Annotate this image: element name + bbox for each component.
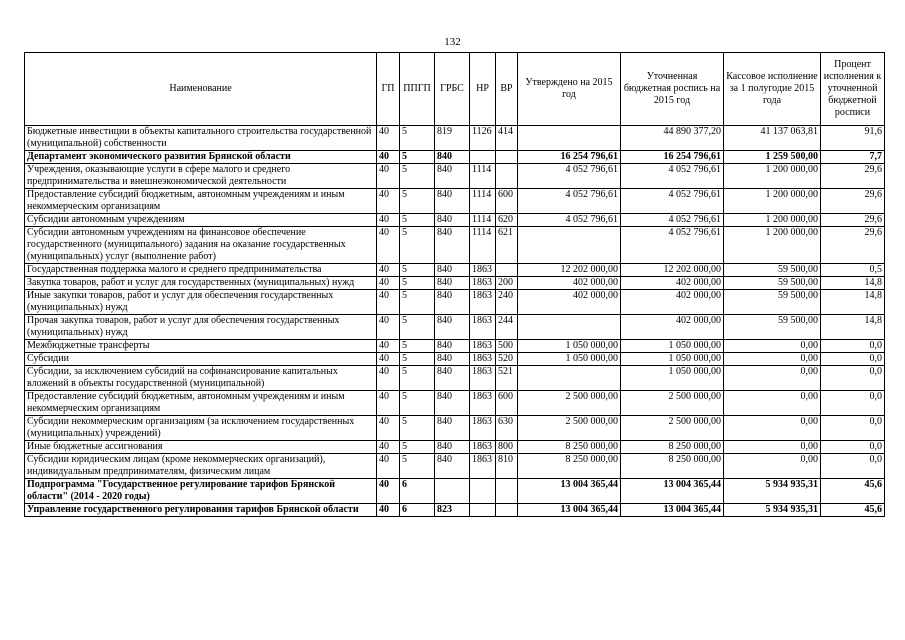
table-row <box>25 441 885 454</box>
row-nr: 1863 <box>470 441 496 454</box>
row-gp: 40 <box>377 391 400 416</box>
row-vr: 620 <box>496 214 518 227</box>
row-revised: 12 202 000,00 <box>621 264 724 277</box>
row-grbs: 840 <box>435 214 470 227</box>
row-gp: 40 <box>377 227 400 264</box>
table-row <box>25 151 885 164</box>
row-vr <box>496 264 518 277</box>
row-gp: 40 <box>377 441 400 454</box>
row-cash: 5 934 935,31 <box>724 479 821 504</box>
row-nr <box>470 504 496 517</box>
row-vr <box>496 504 518 517</box>
row-revised: 8 250 000,00 <box>621 441 724 454</box>
header-gp: ГП <box>377 53 400 126</box>
row-gp: 40 <box>377 315 400 340</box>
row-cash: 59 500,00 <box>724 315 821 340</box>
row-approved: 13 004 365,44 <box>518 479 621 504</box>
row-gp: 40 <box>377 264 400 277</box>
row-percent: 29,6 <box>821 214 885 227</box>
row-vr: 600 <box>496 391 518 416</box>
row-gp: 40 <box>377 340 400 353</box>
row-cash: 1 200 000,00 <box>724 227 821 264</box>
row-name: Бюджетные инвестиции в объекты капитального строительства государственной (муниципальной) собственности <box>25 126 377 151</box>
row-revised: 2 500 000,00 <box>621 416 724 441</box>
row-revised: 2 500 000,00 <box>621 391 724 416</box>
row-nr: 1863 <box>470 454 496 479</box>
header-approved: Утверждено на 2015 год <box>518 53 621 126</box>
row-grbs: 840 <box>435 454 470 479</box>
table-row <box>25 391 885 416</box>
row-revised: 402 000,00 <box>621 290 724 315</box>
row-nr: 1114 <box>470 189 496 214</box>
row-nr <box>470 479 496 504</box>
row-pgp: 5 <box>400 340 435 353</box>
row-grbs: 819 <box>435 126 470 151</box>
row-grbs: 840 <box>435 391 470 416</box>
header-pgp: ППГП <box>400 53 435 126</box>
row-revised: 402 000,00 <box>621 315 724 340</box>
row-nr: 1863 <box>470 277 496 290</box>
table-row <box>25 315 885 340</box>
row-nr: 1863 <box>470 416 496 441</box>
row-grbs: 840 <box>435 277 470 290</box>
header-nr: НР <box>470 53 496 126</box>
row-cash: 0,00 <box>724 391 821 416</box>
header-name: Наименование <box>25 53 377 126</box>
row-revised: 44 890 377,20 <box>621 126 724 151</box>
row-percent: 29,6 <box>821 189 885 214</box>
row-percent: 29,6 <box>821 227 885 264</box>
row-cash: 1 200 000,00 <box>724 164 821 189</box>
row-grbs <box>435 479 470 504</box>
row-vr <box>496 151 518 164</box>
row-nr: 1863 <box>470 366 496 391</box>
row-grbs: 840 <box>435 441 470 454</box>
row-pgp: 6 <box>400 479 435 504</box>
row-vr <box>496 479 518 504</box>
row-pgp: 5 <box>400 416 435 441</box>
row-gp: 40 <box>377 479 400 504</box>
table-row <box>25 277 885 290</box>
row-gp: 40 <box>377 504 400 517</box>
row-name: Иные закупки товаров, работ и услуг для обеспечения государственных (муниципальных) нужд <box>25 290 377 315</box>
row-revised: 1 050 000,00 <box>621 340 724 353</box>
row-percent: 45,6 <box>821 504 885 517</box>
row-name: Закупка товаров, работ и услуг для государственных (муниципальных) нужд <box>25 277 377 290</box>
row-cash: 0,00 <box>724 340 821 353</box>
table-row <box>25 366 885 391</box>
row-vr: 521 <box>496 366 518 391</box>
table-row <box>25 264 885 277</box>
row-vr: 414 <box>496 126 518 151</box>
row-revised: 1 050 000,00 <box>621 353 724 366</box>
row-gp: 40 <box>377 164 400 189</box>
row-nr: 1863 <box>470 391 496 416</box>
table-row <box>25 504 885 517</box>
row-vr <box>496 164 518 189</box>
row-pgp: 5 <box>400 164 435 189</box>
row-grbs: 840 <box>435 290 470 315</box>
row-name: Субсидии некоммерческим организациям (за исключением государственных (муниципальных) учреждений) <box>25 416 377 441</box>
row-pgp: 5 <box>400 366 435 391</box>
row-approved: 8 250 000,00 <box>518 441 621 454</box>
row-pgp: 5 <box>400 277 435 290</box>
row-cash: 0,00 <box>724 454 821 479</box>
row-pgp: 5 <box>400 151 435 164</box>
row-grbs: 840 <box>435 353 470 366</box>
table-row <box>25 290 885 315</box>
row-gp: 40 <box>377 454 400 479</box>
row-revised: 4 052 796,61 <box>621 164 724 189</box>
row-grbs: 840 <box>435 227 470 264</box>
row-nr <box>470 151 496 164</box>
row-name: Субсидии юридическим лицам (кроме некоммерческих организаций), индивидуальным предпринимателям, физическим лицам <box>25 454 377 479</box>
row-name: Прочая закупка товаров, работ и услуг для обеспечения государственных (муниципальных) нужд <box>25 315 377 340</box>
row-pgp: 5 <box>400 189 435 214</box>
header-grbs: ГРБС <box>435 53 470 126</box>
row-percent: 0,0 <box>821 366 885 391</box>
row-name: Субсидии, за исключением субсидий на софинансирование капитальных вложений в объекты государственной (муниципальной) <box>25 366 377 391</box>
row-grbs: 840 <box>435 340 470 353</box>
row-approved: 13 004 365,44 <box>518 504 621 517</box>
row-grbs: 840 <box>435 315 470 340</box>
row-vr: 240 <box>496 290 518 315</box>
row-gp: 40 <box>377 353 400 366</box>
row-name: Межбюджетные трансферты <box>25 340 377 353</box>
row-approved: 2 500 000,00 <box>518 416 621 441</box>
row-gp: 40 <box>377 290 400 315</box>
row-vr: 810 <box>496 454 518 479</box>
row-approved: 2 500 000,00 <box>518 391 621 416</box>
budget-table <box>24 52 885 517</box>
table-row <box>25 189 885 214</box>
row-percent: 0,0 <box>821 353 885 366</box>
row-pgp: 5 <box>400 214 435 227</box>
table-row <box>25 214 885 227</box>
row-grbs: 823 <box>435 504 470 517</box>
row-revised: 13 004 365,44 <box>621 479 724 504</box>
row-name: Субсидии автономным учреждениям на финансовое обеспечение государственного (муниципального) задания на оказание государственных (муниципальных) услуг (выполнение работ) <box>25 227 377 264</box>
row-nr: 1114 <box>470 227 496 264</box>
row-cash: 59 500,00 <box>724 264 821 277</box>
row-vr: 244 <box>496 315 518 340</box>
row-grbs: 840 <box>435 189 470 214</box>
row-nr: 1863 <box>470 340 496 353</box>
row-gp: 40 <box>377 277 400 290</box>
table-row <box>25 340 885 353</box>
row-percent: 0,0 <box>821 340 885 353</box>
row-percent: 91,6 <box>821 126 885 151</box>
row-pgp: 5 <box>400 353 435 366</box>
header-percent: Процент исполнения к уточненной бюджетной росписи <box>821 53 885 126</box>
row-percent: 14,8 <box>821 315 885 340</box>
table-row <box>25 479 885 504</box>
row-approved <box>518 315 621 340</box>
row-approved: 4 052 796,61 <box>518 214 621 227</box>
row-nr: 1114 <box>470 164 496 189</box>
row-nr: 1863 <box>470 290 496 315</box>
row-approved: 16 254 796,61 <box>518 151 621 164</box>
table-row <box>25 126 885 151</box>
row-pgp: 5 <box>400 227 435 264</box>
row-name: Субсидии автономным учреждениям <box>25 214 377 227</box>
table-row <box>25 227 885 264</box>
row-cash: 41 137 063,81 <box>724 126 821 151</box>
row-cash: 0,00 <box>724 366 821 391</box>
row-name: Субсидии <box>25 353 377 366</box>
row-nr: 1126 <box>470 126 496 151</box>
page-number: 132 <box>444 36 461 48</box>
row-cash: 59 500,00 <box>724 290 821 315</box>
table-row <box>25 164 885 189</box>
row-nr: 1863 <box>470 315 496 340</box>
row-cash: 1 259 500,00 <box>724 151 821 164</box>
row-name: Государственная поддержка малого и среднего предпринимательства <box>25 264 377 277</box>
row-gp: 40 <box>377 366 400 391</box>
header-vr: ВР <box>496 53 518 126</box>
row-revised: 13 004 365,44 <box>621 504 724 517</box>
row-gp: 40 <box>377 189 400 214</box>
row-percent: 0,0 <box>821 441 885 454</box>
row-vr: 800 <box>496 441 518 454</box>
row-percent: 14,8 <box>821 290 885 315</box>
row-approved: 8 250 000,00 <box>518 454 621 479</box>
row-vr: 520 <box>496 353 518 366</box>
row-name: Департамент экономического развития Брянской области <box>25 151 377 164</box>
row-revised: 4 052 796,61 <box>621 189 724 214</box>
row-approved: 402 000,00 <box>518 290 621 315</box>
row-percent: 14,8 <box>821 277 885 290</box>
row-approved: 1 050 000,00 <box>518 353 621 366</box>
row-grbs: 840 <box>435 151 470 164</box>
row-name: Предоставление субсидий бюджетным, автономным учреждениям и иным некоммерческим организациям <box>25 189 377 214</box>
row-grbs: 840 <box>435 164 470 189</box>
row-gp: 40 <box>377 151 400 164</box>
header-cash: Кассовое исполнение за 1 полугодие 2015 года <box>724 53 821 126</box>
row-approved: 4 052 796,61 <box>518 164 621 189</box>
row-revised: 1 050 000,00 <box>621 366 724 391</box>
row-name: Подпрограмма "Государственное регулирование тарифов Брянской области" (2014 - 2020 годы) <box>25 479 377 504</box>
row-nr: 1863 <box>470 353 496 366</box>
row-revised: 16 254 796,61 <box>621 151 724 164</box>
row-nr: 1863 <box>470 264 496 277</box>
row-approved <box>518 366 621 391</box>
row-name: Иные бюджетные ассигнования <box>25 441 377 454</box>
row-pgp: 5 <box>400 264 435 277</box>
row-cash: 0,00 <box>724 416 821 441</box>
row-gp: 40 <box>377 214 400 227</box>
row-name: Учреждения, оказывающие услуги в сфере малого и среднего предпринимательства и внешнеэкономической деятельности <box>25 164 377 189</box>
row-approved <box>518 126 621 151</box>
row-cash: 59 500,00 <box>724 277 821 290</box>
row-nr: 1114 <box>470 214 496 227</box>
row-pgp: 5 <box>400 391 435 416</box>
row-grbs: 840 <box>435 366 470 391</box>
row-revised: 402 000,00 <box>621 277 724 290</box>
row-pgp: 5 <box>400 290 435 315</box>
row-cash: 0,00 <box>724 353 821 366</box>
table-row <box>25 353 885 366</box>
row-vr: 500 <box>496 340 518 353</box>
row-revised: 4 052 796,61 <box>621 214 724 227</box>
row-percent: 7,7 <box>821 151 885 164</box>
table-body <box>25 126 885 517</box>
row-grbs: 840 <box>435 416 470 441</box>
row-pgp: 5 <box>400 441 435 454</box>
row-name: Предоставление субсидий бюджетным, автономным учреждениям и иным некоммерческим организациям <box>25 391 377 416</box>
row-revised: 8 250 000,00 <box>621 454 724 479</box>
row-vr: 200 <box>496 277 518 290</box>
row-approved: 402 000,00 <box>518 277 621 290</box>
row-percent: 0,0 <box>821 416 885 441</box>
row-vr: 630 <box>496 416 518 441</box>
row-approved: 12 202 000,00 <box>518 264 621 277</box>
row-vr: 621 <box>496 227 518 264</box>
table-row <box>25 454 885 479</box>
row-vr: 600 <box>496 189 518 214</box>
row-approved <box>518 227 621 264</box>
table-row <box>25 416 885 441</box>
table-header-row <box>25 53 885 126</box>
row-pgp: 5 <box>400 454 435 479</box>
row-cash: 0,00 <box>724 441 821 454</box>
row-pgp: 5 <box>400 315 435 340</box>
row-name: Управление государственного регулирования тарифов Брянской области <box>25 504 377 517</box>
row-gp: 40 <box>377 126 400 151</box>
row-revised: 4 052 796,61 <box>621 227 724 264</box>
header-revised: Уточненная бюджетная роспись на 2015 год <box>621 53 724 126</box>
row-cash: 5 934 935,31 <box>724 504 821 517</box>
row-percent: 0,0 <box>821 391 885 416</box>
row-pgp: 5 <box>400 126 435 151</box>
row-percent: 29,6 <box>821 164 885 189</box>
row-grbs: 840 <box>435 264 470 277</box>
row-gp: 40 <box>377 416 400 441</box>
row-pgp: 6 <box>400 504 435 517</box>
row-approved: 1 050 000,00 <box>518 340 621 353</box>
row-cash: 1 200 000,00 <box>724 189 821 214</box>
row-percent: 0,5 <box>821 264 885 277</box>
row-percent: 45,6 <box>821 479 885 504</box>
row-percent: 0,0 <box>821 454 885 479</box>
row-approved: 4 052 796,61 <box>518 189 621 214</box>
row-cash: 1 200 000,00 <box>724 214 821 227</box>
